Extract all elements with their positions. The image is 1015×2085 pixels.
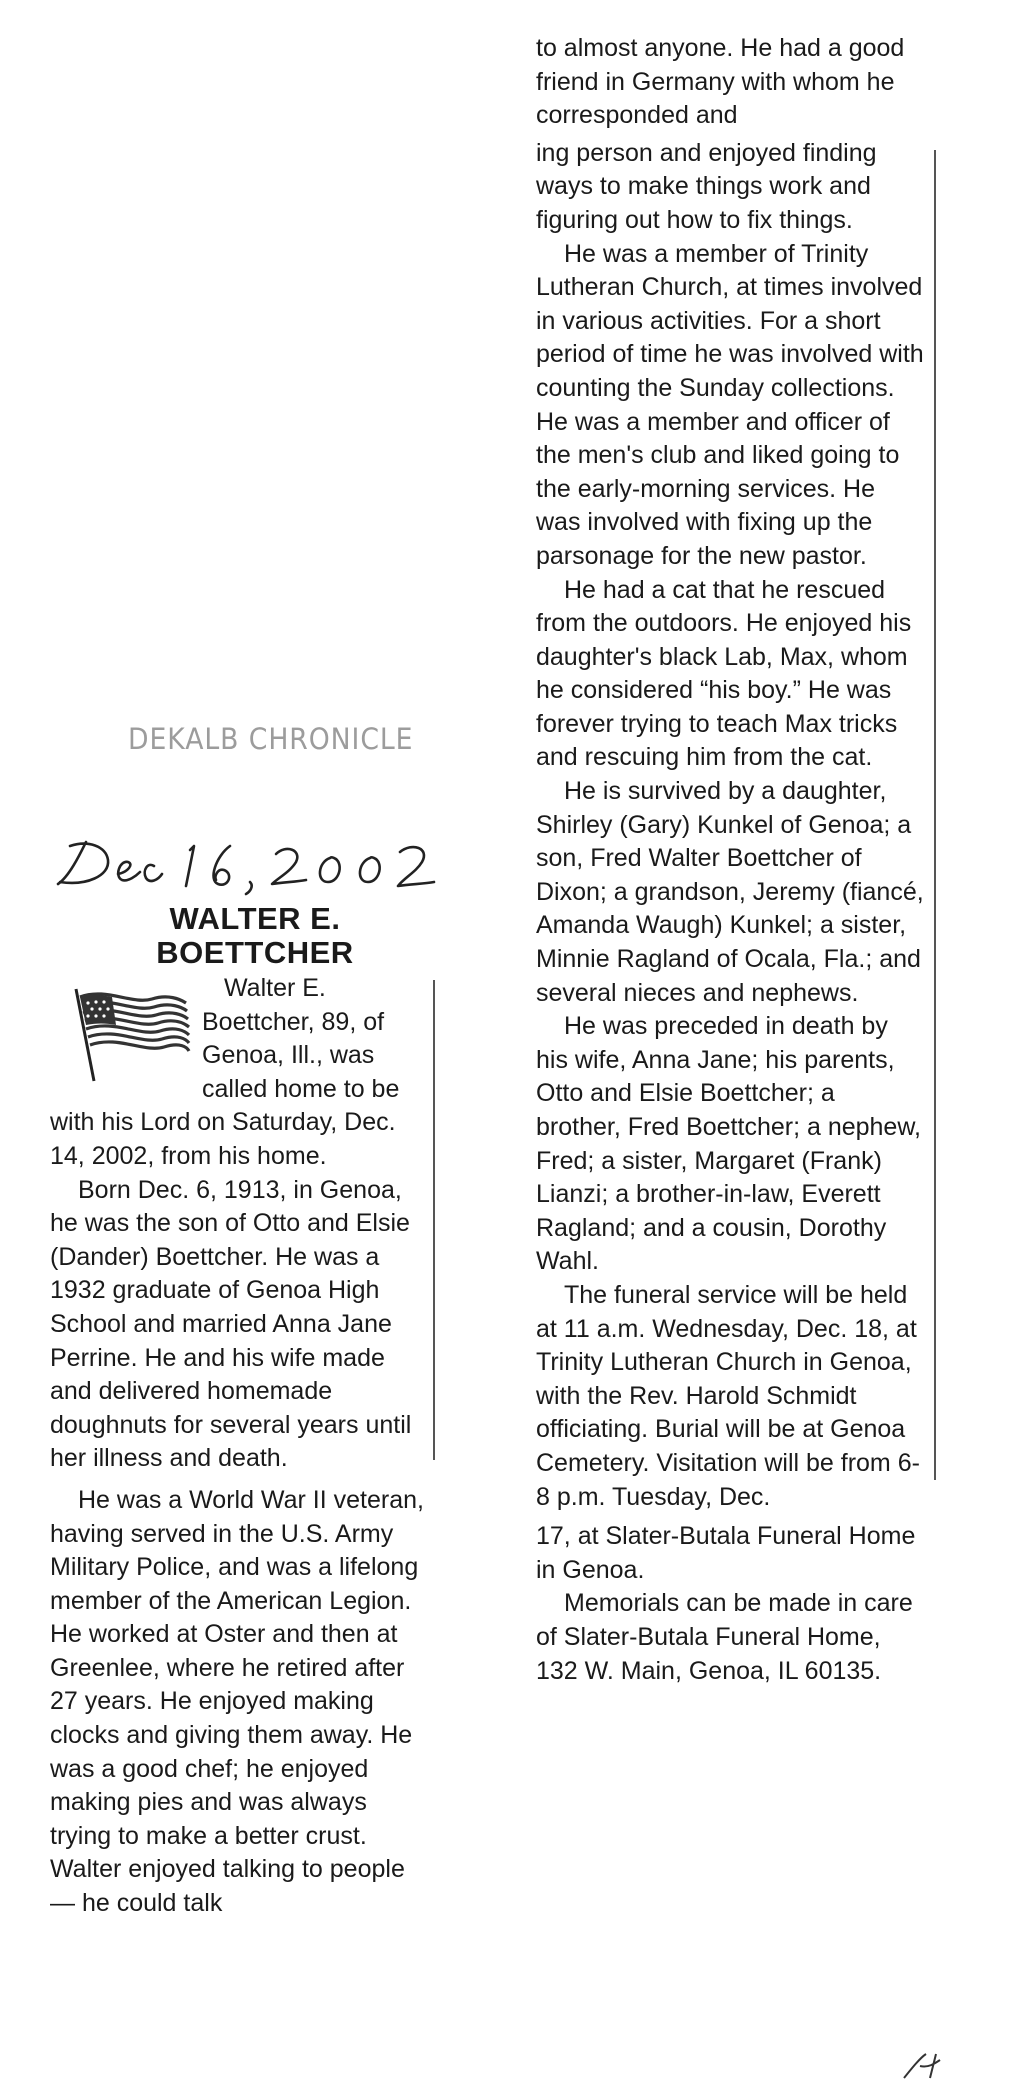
paragraph-birth: Born Dec. 6, 1913, in Genoa, he was the son of Otto and Elsie (Dander) Boettcher. He was a 1932 graduate of Genoa High School and married Anna Jane Perrine. He and his wife made and delivered homemade doughnuts for several years until her illness and death. [50,1175,412,1473]
masthead-stamp: DEKALB CHRONICLE [128,722,414,756]
pen-mark [900,2050,960,2085]
paragraph-memorials: Memorials can be made in care of Slater-Butala Funeral Home, 132 W. Main, Genoa, IL 60135. [536,1589,913,1685]
paragraph-friend: to almost anyone. He had a good friend in Germany with whom he corresponded and [536,34,905,130]
left-column [50,972,430,1921]
paragraph-cat: He had a cat that he rescued from the outdoors. He enjoyed his daughter's black Lab, Max, whom he considered “his boy.” He was forever trying to teach Max tricks and rescuing him from the cat. [536,575,912,772]
paragraph-funeral-home: 17, at Slater-Butala Funeral Home in Genoa. [536,1522,916,1584]
handwritten-date [50,836,450,901]
paragraph-hobbies: ing person and enjoyed finding ways to make things work and figuring out how to fix things. [536,138,877,234]
paragraph-survivors: He is survived by a daughter, Shirley (Gary) Kunkel of Genoa; a son, Fred Walter Boettcher of Dixon; a grandson, Jeremy (fiancé, Amanda Waugh) Kunkel; a sister, Minnie Ragland of Ocala, Fla.; and several nieces and nephews. [536,777,924,1007]
paragraph-church: He was a member of Trinity Lutheran Church, at times involved in various activities. For a short period of time he was involved with counting the Sunday collections. He was a member and officer of the men's club and liked going to the early-morning services. He was involved with fixing up the parsonage for the new pastor. [536,239,924,570]
paragraph-career: He was a World War II veteran, having served in the U.S. Army Military Police, and was a lifelong member of the American Legion. He worked at Oster and then at Greenlee, where he retired after 27 years. He enjoyed making clocks and giving them away. He was a good chef; he enjoyed making pies and was always trying to make a better crust. Walter enjoyed talking to people — he could talk [50,1485,424,1918]
paragraph-intro: Walter E. Boettcher, 89, of Genoa, Ill., was called home to be with his Lord on Saturday, Dec. 14, 2002, from his home. [50,974,400,1170]
handwritten-date-ink [50,836,450,896]
obituary-headline [110,902,400,970]
paragraph-preceded: He was preceded in death by his wife, Anna Jane; his parents, Otto and Elsie Boettcher; a brother, Fred Boettcher; a nephew, Fred; a sister, Margaret (Frank) Lianzi; a brother-in-law, Everett Ragland; and a cousin, Dorothy Wahl. [536,1012,921,1276]
paragraph-funeral: The funeral service will be held at 11 a.m. Wednesday, Dec. 18, at Trinity Lutheran Church in Genoa, with the Rev. Harold Schmidt officiating. Burial will be at Genoa Cemetery. Visitation will be from 6-8 p.m. Tuesday, Dec. [536,1280,920,1511]
headline-line1: WALTER E. [169,901,341,936]
column-rule-right [934,150,936,1480]
headline-line2: BOETTCHER [156,935,354,970]
column-rule-left [433,980,435,1460]
flag-space [50,972,202,1106]
right-column [536,32,926,1688]
